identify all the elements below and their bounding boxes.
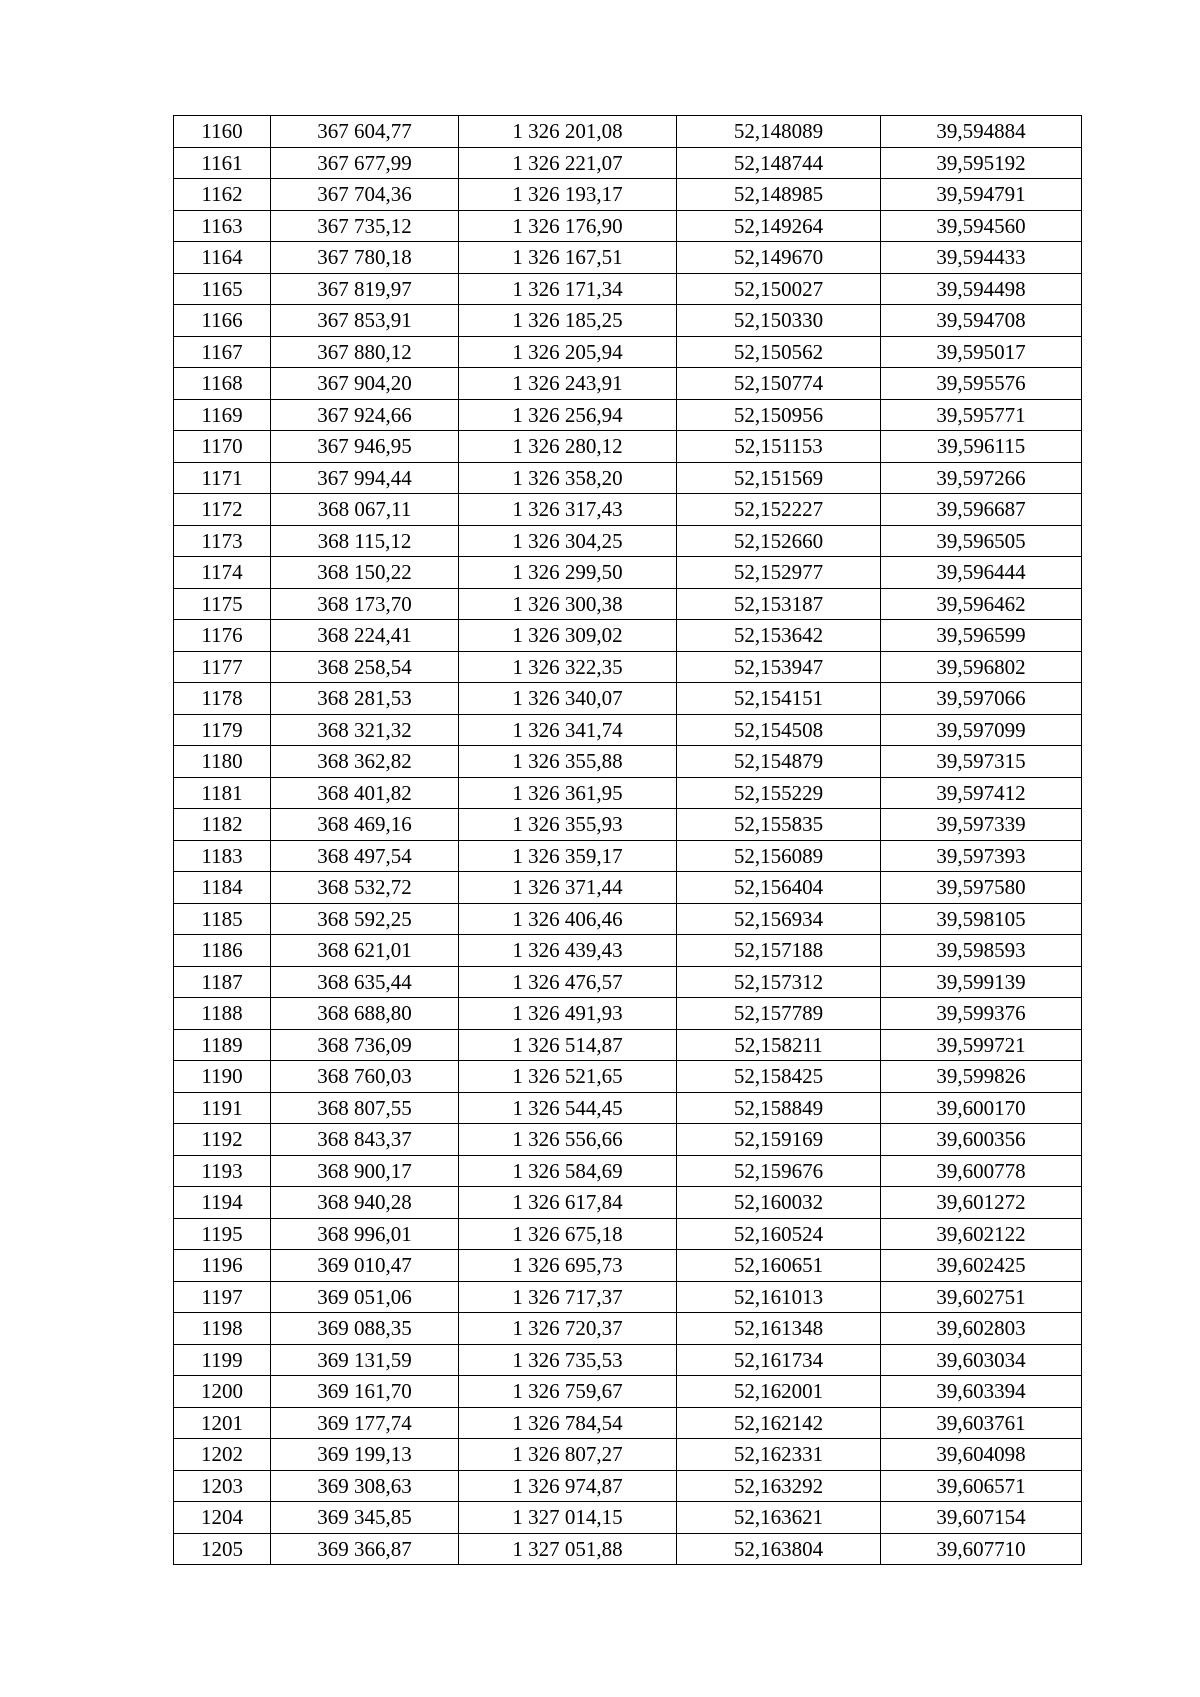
point-number-cell: 1204 [174, 1502, 271, 1534]
point-number-cell: 1173 [174, 525, 271, 557]
latitude-cell: 52,162331 [677, 1439, 881, 1471]
latitude-cell: 52,153187 [677, 588, 881, 620]
x-coordinate-cell: 368 224,41 [271, 620, 459, 652]
point-number-cell: 1194 [174, 1187, 271, 1219]
x-coordinate-cell: 368 940,28 [271, 1187, 459, 1219]
table-row [174, 1092, 1082, 1124]
longitude-cell: 39,602122 [881, 1218, 1082, 1250]
longitude-cell: 39,597412 [881, 777, 1082, 809]
x-coordinate-cell: 368 688,80 [271, 998, 459, 1030]
latitude-cell: 52,155835 [677, 809, 881, 841]
x-coordinate-cell: 369 308,63 [271, 1470, 459, 1502]
point-number-cell: 1201 [174, 1407, 271, 1439]
point-number-cell: 1161 [174, 147, 271, 179]
table-row [174, 525, 1082, 557]
x-coordinate-cell: 368 067,11 [271, 494, 459, 526]
longitude-cell: 39,595017 [881, 336, 1082, 368]
x-coordinate-cell: 368 532,72 [271, 872, 459, 904]
point-number-cell: 1162 [174, 179, 271, 211]
y-coordinate-cell: 1 326 299,50 [459, 557, 677, 589]
y-coordinate-cell: 1 326 341,74 [459, 714, 677, 746]
table-row [174, 210, 1082, 242]
point-number-cell: 1176 [174, 620, 271, 652]
latitude-cell: 52,150330 [677, 305, 881, 337]
table-row [174, 399, 1082, 431]
x-coordinate-cell: 368 996,01 [271, 1218, 459, 1250]
point-number-cell: 1191 [174, 1092, 271, 1124]
point-number-cell: 1189 [174, 1029, 271, 1061]
x-coordinate-cell: 369 161,70 [271, 1376, 459, 1408]
y-coordinate-cell: 1 326 439,43 [459, 935, 677, 967]
longitude-cell: 39,607710 [881, 1533, 1082, 1565]
table-row [174, 683, 1082, 715]
x-coordinate-cell: 368 807,55 [271, 1092, 459, 1124]
point-number-cell: 1177 [174, 651, 271, 683]
x-coordinate-cell: 367 819,97 [271, 273, 459, 305]
table-row [174, 1407, 1082, 1439]
table-row [174, 1281, 1082, 1313]
y-coordinate-cell: 1 326 185,25 [459, 305, 677, 337]
latitude-cell: 52,161734 [677, 1344, 881, 1376]
latitude-cell: 52,150956 [677, 399, 881, 431]
latitude-cell: 52,151569 [677, 462, 881, 494]
table-row [174, 368, 1082, 400]
latitude-cell: 52,158211 [677, 1029, 881, 1061]
x-coordinate-cell: 368 497,54 [271, 840, 459, 872]
y-coordinate-cell: 1 326 784,54 [459, 1407, 677, 1439]
table-row [174, 1439, 1082, 1471]
x-coordinate-cell: 368 900,17 [271, 1155, 459, 1187]
longitude-cell: 39,607154 [881, 1502, 1082, 1534]
table-row [174, 714, 1082, 746]
latitude-cell: 52,152227 [677, 494, 881, 526]
x-coordinate-cell: 368 843,37 [271, 1124, 459, 1156]
table-row [174, 1250, 1082, 1282]
x-coordinate-cell: 369 131,59 [271, 1344, 459, 1376]
point-number-cell: 1190 [174, 1061, 271, 1093]
longitude-cell: 39,597066 [881, 683, 1082, 715]
point-number-cell: 1195 [174, 1218, 271, 1250]
table-row [174, 1502, 1082, 1534]
point-number-cell: 1167 [174, 336, 271, 368]
x-coordinate-cell: 368 760,03 [271, 1061, 459, 1093]
table-row [174, 1376, 1082, 1408]
point-number-cell: 1188 [174, 998, 271, 1030]
x-coordinate-cell: 367 946,95 [271, 431, 459, 463]
table-row [174, 1155, 1082, 1187]
x-coordinate-cell: 368 621,01 [271, 935, 459, 967]
table-row [174, 777, 1082, 809]
coordinates-table-body [174, 116, 1082, 1565]
y-coordinate-cell: 1 326 807,27 [459, 1439, 677, 1471]
latitude-cell: 52,154508 [677, 714, 881, 746]
latitude-cell: 52,149264 [677, 210, 881, 242]
longitude-cell: 39,604098 [881, 1439, 1082, 1471]
x-coordinate-cell: 368 281,53 [271, 683, 459, 715]
longitude-cell: 39,599139 [881, 966, 1082, 998]
latitude-cell: 52,149670 [677, 242, 881, 274]
table-row [174, 588, 1082, 620]
longitude-cell: 39,599376 [881, 998, 1082, 1030]
y-coordinate-cell: 1 326 193,17 [459, 179, 677, 211]
y-coordinate-cell: 1 326 322,35 [459, 651, 677, 683]
latitude-cell: 52,153642 [677, 620, 881, 652]
x-coordinate-cell: 369 088,35 [271, 1313, 459, 1345]
point-number-cell: 1186 [174, 935, 271, 967]
point-number-cell: 1170 [174, 431, 271, 463]
y-coordinate-cell: 1 326 317,43 [459, 494, 677, 526]
table-row [174, 305, 1082, 337]
longitude-cell: 39,597315 [881, 746, 1082, 778]
table-row [174, 462, 1082, 494]
x-coordinate-cell: 367 853,91 [271, 305, 459, 337]
latitude-cell: 52,160524 [677, 1218, 881, 1250]
x-coordinate-cell: 368 115,12 [271, 525, 459, 557]
longitude-cell: 39,601272 [881, 1187, 1082, 1219]
table-row [174, 1029, 1082, 1061]
x-coordinate-cell: 369 345,85 [271, 1502, 459, 1534]
table-row [174, 809, 1082, 841]
longitude-cell: 39,600356 [881, 1124, 1082, 1156]
x-coordinate-cell: 368 635,44 [271, 966, 459, 998]
longitude-cell: 39,594708 [881, 305, 1082, 337]
y-coordinate-cell: 1 326 171,34 [459, 273, 677, 305]
x-coordinate-cell: 368 173,70 [271, 588, 459, 620]
y-coordinate-cell: 1 326 355,88 [459, 746, 677, 778]
table-row [174, 494, 1082, 526]
table-row [174, 1313, 1082, 1345]
longitude-cell: 39,594498 [881, 273, 1082, 305]
latitude-cell: 52,162001 [677, 1376, 881, 1408]
point-number-cell: 1165 [174, 273, 271, 305]
longitude-cell: 39,606571 [881, 1470, 1082, 1502]
y-coordinate-cell: 1 326 406,46 [459, 903, 677, 935]
point-number-cell: 1192 [174, 1124, 271, 1156]
y-coordinate-cell: 1 326 759,67 [459, 1376, 677, 1408]
x-coordinate-cell: 367 780,18 [271, 242, 459, 274]
latitude-cell: 52,150027 [677, 273, 881, 305]
latitude-cell: 52,154151 [677, 683, 881, 715]
point-number-cell: 1187 [174, 966, 271, 998]
longitude-cell: 39,602425 [881, 1250, 1082, 1282]
longitude-cell: 39,603034 [881, 1344, 1082, 1376]
y-coordinate-cell: 1 326 476,57 [459, 966, 677, 998]
point-number-cell: 1174 [174, 557, 271, 589]
point-number-cell: 1200 [174, 1376, 271, 1408]
point-number-cell: 1184 [174, 872, 271, 904]
x-coordinate-cell: 369 177,74 [271, 1407, 459, 1439]
point-number-cell: 1197 [174, 1281, 271, 1313]
y-coordinate-cell: 1 326 675,18 [459, 1218, 677, 1250]
longitude-cell: 39,596115 [881, 431, 1082, 463]
table-row [174, 746, 1082, 778]
latitude-cell: 52,158425 [677, 1061, 881, 1093]
point-number-cell: 1169 [174, 399, 271, 431]
longitude-cell: 39,597099 [881, 714, 1082, 746]
y-coordinate-cell: 1 326 309,02 [459, 620, 677, 652]
latitude-cell: 52,163804 [677, 1533, 881, 1565]
y-coordinate-cell: 1 326 167,51 [459, 242, 677, 274]
y-coordinate-cell: 1 326 735,53 [459, 1344, 677, 1376]
y-coordinate-cell: 1 326 280,12 [459, 431, 677, 463]
longitude-cell: 39,594560 [881, 210, 1082, 242]
y-coordinate-cell: 1 326 584,69 [459, 1155, 677, 1187]
y-coordinate-cell: 1 326 256,94 [459, 399, 677, 431]
longitude-cell: 39,595576 [881, 368, 1082, 400]
longitude-cell: 39,594791 [881, 179, 1082, 211]
longitude-cell: 39,595192 [881, 147, 1082, 179]
point-number-cell: 1164 [174, 242, 271, 274]
y-coordinate-cell: 1 326 243,91 [459, 368, 677, 400]
x-coordinate-cell: 368 469,16 [271, 809, 459, 841]
y-coordinate-cell: 1 327 051,88 [459, 1533, 677, 1565]
y-coordinate-cell: 1 326 176,90 [459, 210, 677, 242]
x-coordinate-cell: 369 051,06 [271, 1281, 459, 1313]
x-coordinate-cell: 368 321,32 [271, 714, 459, 746]
longitude-cell: 39,597393 [881, 840, 1082, 872]
longitude-cell: 39,596599 [881, 620, 1082, 652]
latitude-cell: 52,151153 [677, 431, 881, 463]
y-coordinate-cell: 1 326 359,17 [459, 840, 677, 872]
y-coordinate-cell: 1 326 304,25 [459, 525, 677, 557]
latitude-cell: 52,156404 [677, 872, 881, 904]
y-coordinate-cell: 1 326 514,87 [459, 1029, 677, 1061]
longitude-cell: 39,596687 [881, 494, 1082, 526]
point-number-cell: 1168 [174, 368, 271, 400]
latitude-cell: 52,155229 [677, 777, 881, 809]
point-number-cell: 1179 [174, 714, 271, 746]
point-number-cell: 1183 [174, 840, 271, 872]
point-number-cell: 1172 [174, 494, 271, 526]
table-row [174, 998, 1082, 1030]
latitude-cell: 52,156934 [677, 903, 881, 935]
table-row [174, 620, 1082, 652]
y-coordinate-cell: 1 326 205,94 [459, 336, 677, 368]
latitude-cell: 52,157789 [677, 998, 881, 1030]
table-row [174, 935, 1082, 967]
longitude-cell: 39,603761 [881, 1407, 1082, 1439]
y-coordinate-cell: 1 326 617,84 [459, 1187, 677, 1219]
y-coordinate-cell: 1 326 201,08 [459, 116, 677, 148]
point-number-cell: 1181 [174, 777, 271, 809]
latitude-cell: 52,154879 [677, 746, 881, 778]
latitude-cell: 52,150774 [677, 368, 881, 400]
table-row [174, 966, 1082, 998]
latitude-cell: 52,161348 [677, 1313, 881, 1345]
table-row [174, 336, 1082, 368]
table-row [174, 242, 1082, 274]
table-row [174, 179, 1082, 211]
x-coordinate-cell: 368 258,54 [271, 651, 459, 683]
longitude-cell: 39,596462 [881, 588, 1082, 620]
point-number-cell: 1199 [174, 1344, 271, 1376]
longitude-cell: 39,599826 [881, 1061, 1082, 1093]
point-number-cell: 1205 [174, 1533, 271, 1565]
x-coordinate-cell: 367 994,44 [271, 462, 459, 494]
latitude-cell: 52,150562 [677, 336, 881, 368]
x-coordinate-cell: 368 150,22 [271, 557, 459, 589]
latitude-cell: 52,160651 [677, 1250, 881, 1282]
point-number-cell: 1171 [174, 462, 271, 494]
latitude-cell: 52,148089 [677, 116, 881, 148]
point-number-cell: 1163 [174, 210, 271, 242]
latitude-cell: 52,148744 [677, 147, 881, 179]
latitude-cell: 52,160032 [677, 1187, 881, 1219]
latitude-cell: 52,163621 [677, 1502, 881, 1534]
latitude-cell: 52,159169 [677, 1124, 881, 1156]
x-coordinate-cell: 368 736,09 [271, 1029, 459, 1061]
point-number-cell: 1198 [174, 1313, 271, 1345]
coordinates-table [173, 115, 1082, 1565]
y-coordinate-cell: 1 326 521,65 [459, 1061, 677, 1093]
point-number-cell: 1182 [174, 809, 271, 841]
longitude-cell: 39,597580 [881, 872, 1082, 904]
y-coordinate-cell: 1 327 014,15 [459, 1502, 677, 1534]
latitude-cell: 52,158849 [677, 1092, 881, 1124]
table-row [174, 116, 1082, 148]
longitude-cell: 39,597266 [881, 462, 1082, 494]
y-coordinate-cell: 1 326 544,45 [459, 1092, 677, 1124]
y-coordinate-cell: 1 326 358,20 [459, 462, 677, 494]
table-row [174, 1218, 1082, 1250]
x-coordinate-cell: 367 880,12 [271, 336, 459, 368]
latitude-cell: 52,161013 [677, 1281, 881, 1313]
table-row [174, 1124, 1082, 1156]
point-number-cell: 1193 [174, 1155, 271, 1187]
longitude-cell: 39,595771 [881, 399, 1082, 431]
point-number-cell: 1203 [174, 1470, 271, 1502]
table-row [174, 1344, 1082, 1376]
y-coordinate-cell: 1 326 371,44 [459, 872, 677, 904]
table-row [174, 1533, 1082, 1565]
y-coordinate-cell: 1 326 556,66 [459, 1124, 677, 1156]
table-row [174, 273, 1082, 305]
longitude-cell: 39,596505 [881, 525, 1082, 557]
latitude-cell: 52,163292 [677, 1470, 881, 1502]
latitude-cell: 52,152660 [677, 525, 881, 557]
longitude-cell: 39,603394 [881, 1376, 1082, 1408]
point-number-cell: 1180 [174, 746, 271, 778]
table-row [174, 431, 1082, 463]
table-row [174, 1061, 1082, 1093]
x-coordinate-cell: 367 735,12 [271, 210, 459, 242]
y-coordinate-cell: 1 326 695,73 [459, 1250, 677, 1282]
point-number-cell: 1178 [174, 683, 271, 715]
x-coordinate-cell: 367 704,36 [271, 179, 459, 211]
table-row [174, 840, 1082, 872]
latitude-cell: 52,159676 [677, 1155, 881, 1187]
latitude-cell: 52,156089 [677, 840, 881, 872]
x-coordinate-cell: 367 924,66 [271, 399, 459, 431]
table-row [174, 872, 1082, 904]
latitude-cell: 52,157312 [677, 966, 881, 998]
y-coordinate-cell: 1 326 717,37 [459, 1281, 677, 1313]
latitude-cell: 52,153947 [677, 651, 881, 683]
point-number-cell: 1175 [174, 588, 271, 620]
latitude-cell: 52,162142 [677, 1407, 881, 1439]
y-coordinate-cell: 1 326 221,07 [459, 147, 677, 179]
longitude-cell: 39,596802 [881, 651, 1082, 683]
point-number-cell: 1202 [174, 1439, 271, 1471]
table-row [174, 147, 1082, 179]
point-number-cell: 1196 [174, 1250, 271, 1282]
x-coordinate-cell: 369 366,87 [271, 1533, 459, 1565]
longitude-cell: 39,594884 [881, 116, 1082, 148]
x-coordinate-cell: 367 604,77 [271, 116, 459, 148]
table-row [174, 651, 1082, 683]
longitude-cell: 39,594433 [881, 242, 1082, 274]
latitude-cell: 52,148985 [677, 179, 881, 211]
table-row [174, 557, 1082, 589]
x-coordinate-cell: 367 904,20 [271, 368, 459, 400]
longitude-cell: 39,602751 [881, 1281, 1082, 1313]
y-coordinate-cell: 1 326 720,37 [459, 1313, 677, 1345]
y-coordinate-cell: 1 326 300,38 [459, 588, 677, 620]
longitude-cell: 39,600170 [881, 1092, 1082, 1124]
y-coordinate-cell: 1 326 355,93 [459, 809, 677, 841]
y-coordinate-cell: 1 326 491,93 [459, 998, 677, 1030]
latitude-cell: 52,152977 [677, 557, 881, 589]
longitude-cell: 39,602803 [881, 1313, 1082, 1345]
longitude-cell: 39,597339 [881, 809, 1082, 841]
longitude-cell: 39,596444 [881, 557, 1082, 589]
point-number-cell: 1166 [174, 305, 271, 337]
point-number-cell: 1185 [174, 903, 271, 935]
x-coordinate-cell: 369 199,13 [271, 1439, 459, 1471]
longitude-cell: 39,598105 [881, 903, 1082, 935]
x-coordinate-cell: 367 677,99 [271, 147, 459, 179]
x-coordinate-cell: 369 010,47 [271, 1250, 459, 1282]
point-number-cell: 1160 [174, 116, 271, 148]
table-row [174, 1187, 1082, 1219]
longitude-cell: 39,599721 [881, 1029, 1082, 1061]
y-coordinate-cell: 1 326 361,95 [459, 777, 677, 809]
longitude-cell: 39,598593 [881, 935, 1082, 967]
x-coordinate-cell: 368 362,82 [271, 746, 459, 778]
y-coordinate-cell: 1 326 974,87 [459, 1470, 677, 1502]
table-row [174, 903, 1082, 935]
x-coordinate-cell: 368 592,25 [271, 903, 459, 935]
table-row [174, 1470, 1082, 1502]
y-coordinate-cell: 1 326 340,07 [459, 683, 677, 715]
longitude-cell: 39,600778 [881, 1155, 1082, 1187]
x-coordinate-cell: 368 401,82 [271, 777, 459, 809]
latitude-cell: 52,157188 [677, 935, 881, 967]
